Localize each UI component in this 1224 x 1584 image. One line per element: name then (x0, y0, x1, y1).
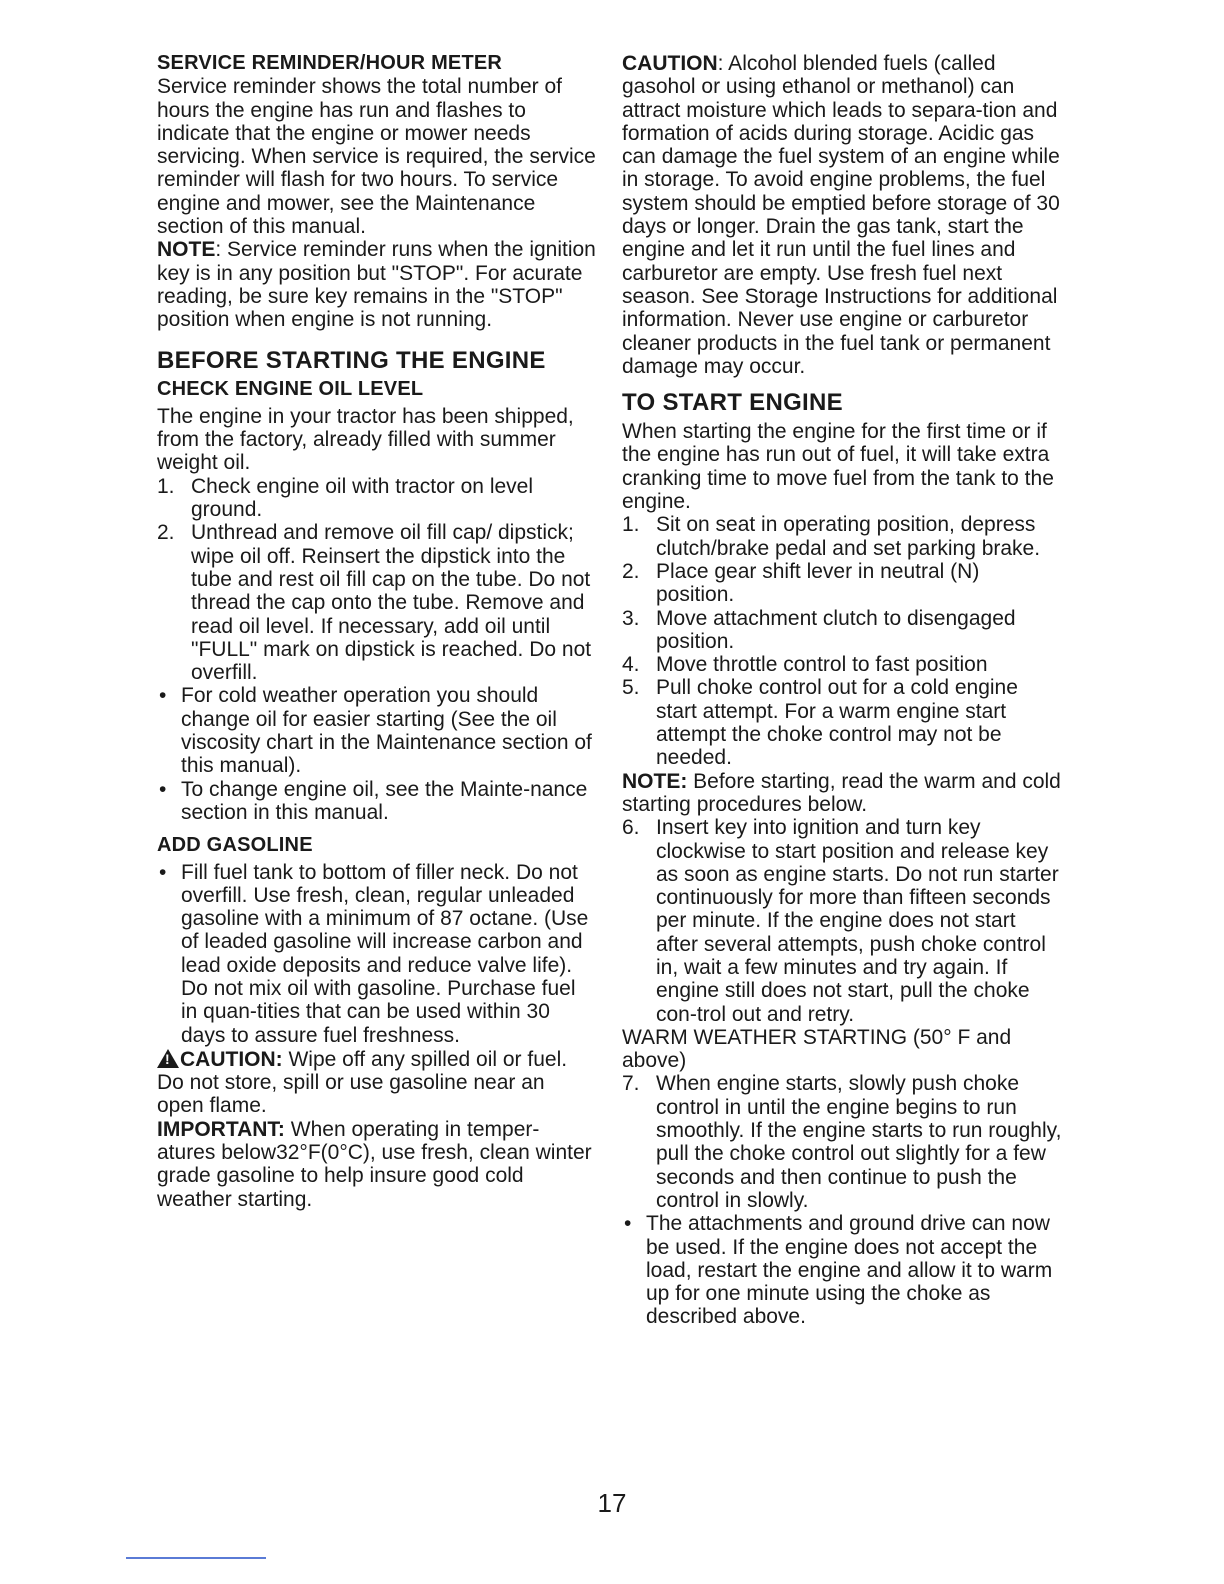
start-step (622, 653, 1062, 676)
add-gasoline-heading: ADD GASOLINE (157, 834, 313, 857)
start-step (622, 560, 1062, 607)
important-paragraph (157, 1118, 597, 1211)
important-text: When operating in temper-atures below32°F(0°C), use fresh, clean winter grade gasoline to help insure good cold weather starting. (157, 1117, 592, 1211)
step-text: Unthread and remove oil fill cap/ dipstick; wipe oil off. Reinsert the dipstick into the tube and rest oil fill cap on the tube. Do not thread the cap onto the tube. Remove and read oil level. If necessary, add oil until "FULL" mark on dipstick is reached. Do not overfill. (191, 521, 592, 685)
right-column (622, 52, 1062, 1329)
left-column (157, 52, 597, 1211)
step-number: 7. (622, 1072, 640, 1096)
start-step (622, 1072, 1062, 1212)
bullet-glyph: • (159, 860, 167, 884)
attachments-bullet (622, 1212, 1062, 1328)
step-text: When engine starts, slowly push choke control in until the engine begins to run smoothly. If the engine starts to run roughly, pull the choke control out slightly for a few seconds and then continue to push the control in slowly. (656, 1072, 1062, 1212)
caution-text: Wipe off any spilled oil or fuel. Do not store, spill or use gasoline near an open flame. (157, 1047, 568, 1118)
note-text: Before starting, read the warm and cold starting procedures below. (622, 769, 1061, 816)
step-number: 1. (622, 513, 640, 537)
oil-step (157, 475, 597, 522)
step-number: 2. (622, 559, 640, 583)
to-start-engine-heading: TO START ENGINE (622, 389, 843, 417)
starting-note (622, 770, 1062, 817)
page-number: 17 (597, 1488, 627, 1518)
oil-step (157, 521, 597, 684)
start-step (622, 513, 1062, 560)
warning-triangle-icon (157, 1049, 179, 1068)
start-step (622, 816, 1062, 1026)
step-number: 6. (622, 816, 640, 840)
bullet-text: Fill fuel tank to bottom of filler neck. Do not overfill. Use fresh, clean, regular unleaded gasoline with a minimum of 87 octane. (Use of leaded gasoline will increase carbon and lead oxide deposits and reduce valve life). Do not mix oil with gasoline. Purchase fuel in quan-tities that can be used within 30 days to assure fuel freshness. (181, 860, 589, 1047)
note-text: : Service reminder runs when the ignition key is in any position but "STOP". For acurate reading, be sure key remains in the "STOP" position when engine is not running. (157, 238, 596, 332)
gasoline-bullet (157, 861, 597, 1047)
service-note (157, 238, 597, 331)
step-text: Move attachment clutch to disengaged position. (656, 606, 1016, 653)
bullet-glyph: • (159, 684, 167, 708)
bullet-text: For cold weather operation you should change oil for easier starting (See the oil viscosity chart in the Maintenance section of this manual). (181, 684, 592, 778)
start-intro-text: When starting the engine for the first time or if the engine has run out of fuel, it will take extra cranking time to move fuel from the tank to the engine. (622, 420, 1054, 514)
oil-bullet (157, 684, 597, 777)
warm-weather-heading: WARM WEATHER STARTING (50° F and above) (622, 1025, 1012, 1073)
alcohol-caution-paragraph (622, 52, 1062, 378)
bullet-glyph: • (624, 1212, 632, 1236)
step-text: Move throttle control to fast position (656, 653, 988, 677)
start-step (622, 607, 1062, 654)
caution-label: CAUTION: (180, 1047, 283, 1071)
oil-intro-text: The engine in your tractor has been shipped, from the factory, already filled with summer weight oil. (157, 404, 574, 475)
step-number: 2. (157, 521, 175, 545)
step-number: 5. (622, 676, 640, 700)
note-label: NOTE (157, 238, 216, 262)
step-text: Sit on seat in operating position, depress clutch/brake pedal and set parking brake. (656, 513, 1041, 560)
caution-paragraph (157, 1047, 597, 1118)
note-label: NOTE: (622, 769, 688, 793)
before-starting-heading: BEFORE STARTING THE ENGINE (157, 346, 546, 374)
step-text: Place gear shift lever in neutral (N) position. (656, 559, 980, 607)
step-number: 4. (622, 653, 640, 677)
bullet-text: The attachments and ground drive can now be used. If the engine does not accept the load, restart the engine and allow it to warm up for one minute using the choke as described above. (646, 1212, 1053, 1329)
start-step (622, 676, 1062, 769)
step-number: 3. (622, 606, 640, 630)
important-label: IMPORTANT: (157, 1117, 285, 1141)
service-reminder-text: Service reminder shows the total number of hours the engine has run and flashes to indicate that the engine or mower needs servicing. When service is required, the service reminder will flash for two hours. To service engine and mower, see the Maintenance section of this manual. (157, 75, 596, 239)
step-text: Check engine oil with tractor on level ground. (191, 474, 534, 522)
step-text: Pull choke control out for a cold engine start attempt. For a warm engine start attempt the choke control may not be needed. (656, 676, 1018, 770)
bullet-glyph: • (159, 777, 167, 801)
caution-label: CAUTION (622, 52, 718, 75)
oil-bullet (157, 778, 597, 825)
service-reminder-heading: SERVICE REMINDER/HOUR METER (157, 52, 503, 74)
step-number: 1. (157, 474, 175, 498)
check-oil-heading: CHECK ENGINE OIL LEVEL (157, 377, 424, 400)
footer-rule (126, 1557, 266, 1559)
step-text: Insert key into ignition and turn key clockwise to start position and release key as soon as engine starts. Do not run starter continuously for more than fifteen seconds per minute. If the engine does not start after several attempts, push choke control in, wait a few minutes and try again. If engine still does not start, pull the choke con-trol out and retry. (656, 816, 1059, 1026)
bullet-text: To change engine oil, see the Mainte-nance section in this manual. (181, 777, 588, 824)
caution-text: : Alcohol blended fuels (called gasohol or using ethanol or methanol) can attract moisture which leads to separa-tion and formation of acids during storage. Acidic gas can damage the fuel system of an engine while in storage. To avoid engine problems, the fuel system should be emptied before storage of 30 days or longer. Drain the gas tank, start the engine and let it run until the fuel lines and carburetor are empty. Use fresh fuel next season. See Storage Instructions for additional information. Never use engine or carburetor cleaner products in the fuel tank or permanent damage may occur. (622, 52, 1060, 378)
